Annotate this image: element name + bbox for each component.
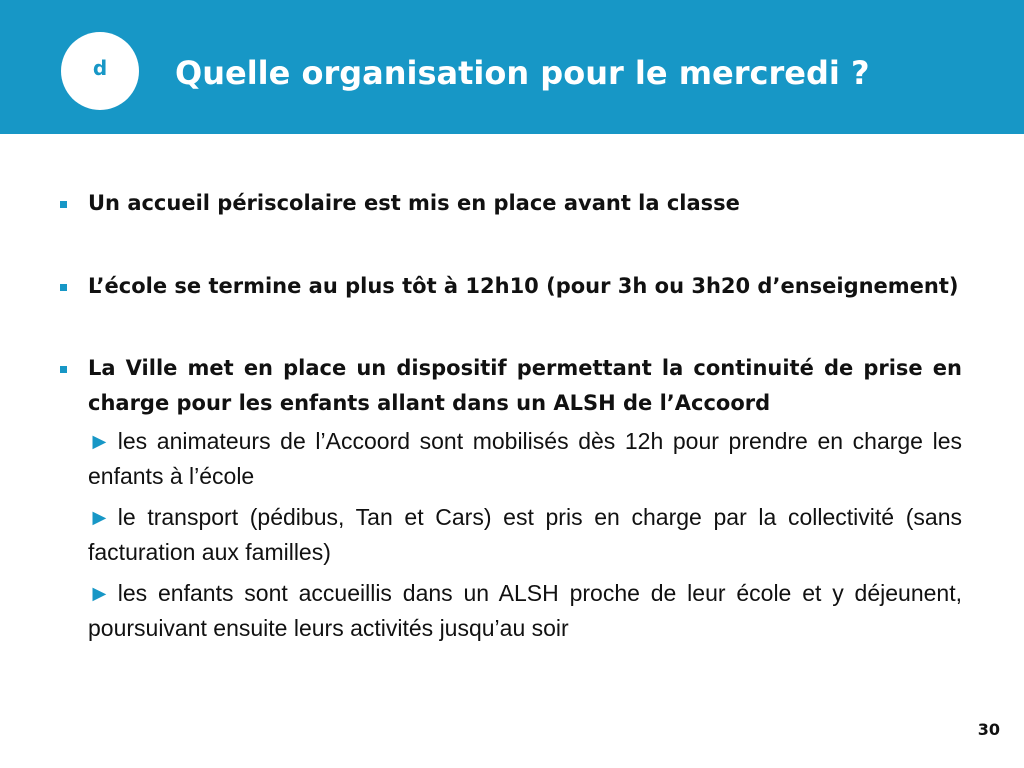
- bullet-list: [58, 186, 962, 646]
- right-pointer-icon: ►: [88, 428, 111, 454]
- sub-item: [58, 424, 962, 494]
- sub-item-text: le transport (pédibus, Tan et Cars) est pris en charge par la collectivité (sans facturation aux familles): [88, 504, 962, 565]
- bullet-text: Un accueil périscolaire est mis en place avant la classe: [88, 191, 740, 215]
- bullet-item: [58, 351, 962, 421]
- page-number: 30: [977, 720, 1000, 739]
- sub-item-text: les enfants sont accueillis dans un ALSH proche de leur école et y déjeunent, poursuivant ensuite leurs activités jusqu’au soir: [88, 580, 962, 641]
- bullet-text: L’école se termine au plus tôt à 12h10 (pour 3h ou 3h20 d’enseignement): [88, 274, 959, 298]
- sub-item-text: les animateurs de l’Accoord sont mobilisés dès 12h pour prendre en charge les enfants à l’école: [88, 428, 962, 489]
- sub-item: [58, 576, 962, 646]
- right-pointer-icon: ►: [88, 580, 111, 606]
- slide-title: Quelle organisation pour le mercredi ?: [175, 54, 870, 92]
- square-bullet-icon: [60, 366, 67, 373]
- right-pointer-icon: ►: [88, 504, 111, 530]
- section-badge-letter: d: [92, 56, 108, 80]
- bullet-text: La Ville met en place un dispositif permettant la continuité de prise en charge pour les enfants allant dans un ALSH de l’Accoord: [88, 356, 962, 415]
- bullet-item: [58, 186, 962, 221]
- section-badge: [61, 32, 139, 110]
- sub-item: [58, 500, 962, 570]
- square-bullet-icon: [60, 201, 67, 208]
- header-bar: [0, 0, 1024, 134]
- bullet-item: [58, 269, 962, 304]
- square-bullet-icon: [60, 284, 67, 291]
